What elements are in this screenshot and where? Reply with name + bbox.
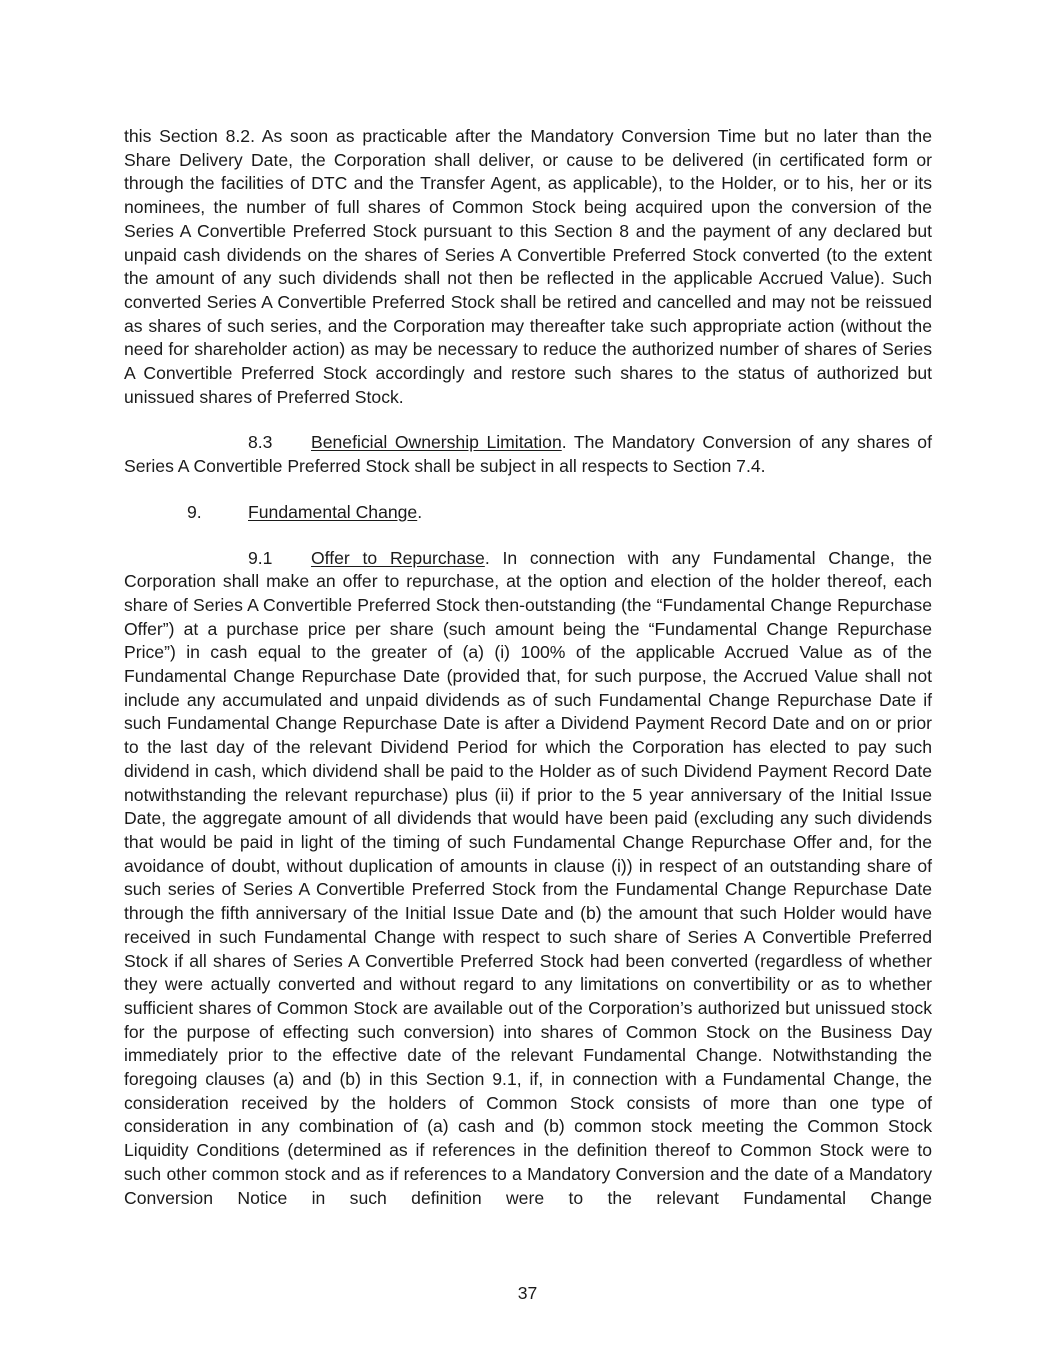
paragraph-section-8-3 [124, 431, 932, 478]
section-9-1-text: . In connection with any Fundamental Change, the Corporation shall make an offer to repurchase, at the option and election of the holder thereof, each share of Series A Convertible Preferred Stock then-outstanding (the “Fundamental Change Repurchase Offer”) at a purchase price per share (such amount being the “Fundamental Change Repurchase Price”) in cash equal to the greater of (a) (i) 100% of the applicable Accrued Value as of the Fundamental Change Repurchase Date (provided that, for such purpose, the Accrued Value shall not include any accumulated and unpaid dividends as of such Fundamental Change Repurchase Date if such Fundamental Change Repurchase Date is after a Dividend Payment Record Date and on or prior to the last day of the relevant Dividend Period for which the Corporation has elected to pay such dividend in cash, which dividend shall be paid to the Holder as of such Dividend Payment Record Date notwithstanding the relevant repurchase) plus (ii) if prior to the 5 year anniversary of the Initial Issue Date, the aggregate amount of all dividends that would have been paid (excluding any such dividends that would be paid in light of the timing of such Fundamental Change Repurchase Offer and, for the avoidance of doubt, without duplication of amounts in clause (i)) in respect of an outstanding share of such series of Series A Convertible Preferred Stock from the Fundamental Change Repurchase Date through the fifth anniversary of the Initial Issue Date and (b) the amount that such Holder would have received in such Fundamental Change with respect to such share of Series A Convertible Preferred Stock if all shares of Series A Convertible Preferred Stock had been converted (regardless of whether they were actually converted and without regard to any limitations on convertibility or as to whether sufficient shares of Common Stock are available out of the Corporation’s authorized but unissued stock for the purpose of effecting such conversion) into shares of Common Stock on the Business Day immediately prior to the effective date of the relevant Fundamental Change. Notwithstanding the foregoing clauses (a) and (b) in this Section 9.1, if, in connection with a Fundamental Change, the consideration received by the holders of Common Stock consists of more than one type of consideration in any combination of (a) cash and (b) common stock meeting the Common Stock Liquidity Conditions (determined as if references in the definition thereof to Common Stock were to such other common stock and as if references to a Mandatory Conversion and the date of a Mandatory Conversion Notice in such definition were to the relevant Fundamental Change [124, 547, 932, 1208]
section-title-fundamental-change: Fundamental Change [248, 501, 418, 522]
section-number-8-3: 8.3 [248, 432, 273, 453]
heading-section-9 [124, 501, 932, 525]
page-number: 37 [517, 1283, 538, 1303]
paragraph-section-8-2-continuation: this Section 8.2. As soon as practicable after the Mandatory Conversion Time but no later than the Share Delivery Date, the Corporation shall deliver, or cause to be delivered (in certificated form or through the facilities of DTC and the Transfer Agent, as applicable), to the Holder, or to his, her or its nominees, the number of full shares of Common Stock being acquired upon the conversion of the Series A Convertible Preferred Stock pursuant to this Section 8 and the payment of any declared but unpaid cash dividends on the shares of Series A Convertible Preferred Stock converted (to the extent the amount of any such dividends shall not then be reflected in the applicable Accrued Value). Such converted Series A Convertible Preferred Stock shall be retired and cancelled and may not be reissued as shares of such series, and the Corporation may thereafter take such appropriate action (without the need for shareholder action) as may be necessary to reduce the authorized number of shares of Series A Convertible Preferred Stock accordingly and restore such shares to the status of authorized but unissued shares of Preferred Stock. [124, 126, 932, 407]
section-number-9-1: 9.1 [248, 547, 273, 568]
section-9-suffix: . [417, 501, 423, 522]
section-8-3-text: . The Mandatory Conversion of any shares of Series A Convertible Preferred Stock shall be subject in all respects to Section 7.4. [124, 432, 932, 477]
section-title-offer-to-repurchase: Offer to Repurchase [311, 547, 485, 568]
section-title-beneficial-ownership: Beneficial Ownership Limitation [311, 432, 562, 453]
document-body [124, 125, 932, 1210]
section-number-9: 9. [187, 501, 202, 522]
paragraph-section-9-1 [124, 547, 932, 1211]
